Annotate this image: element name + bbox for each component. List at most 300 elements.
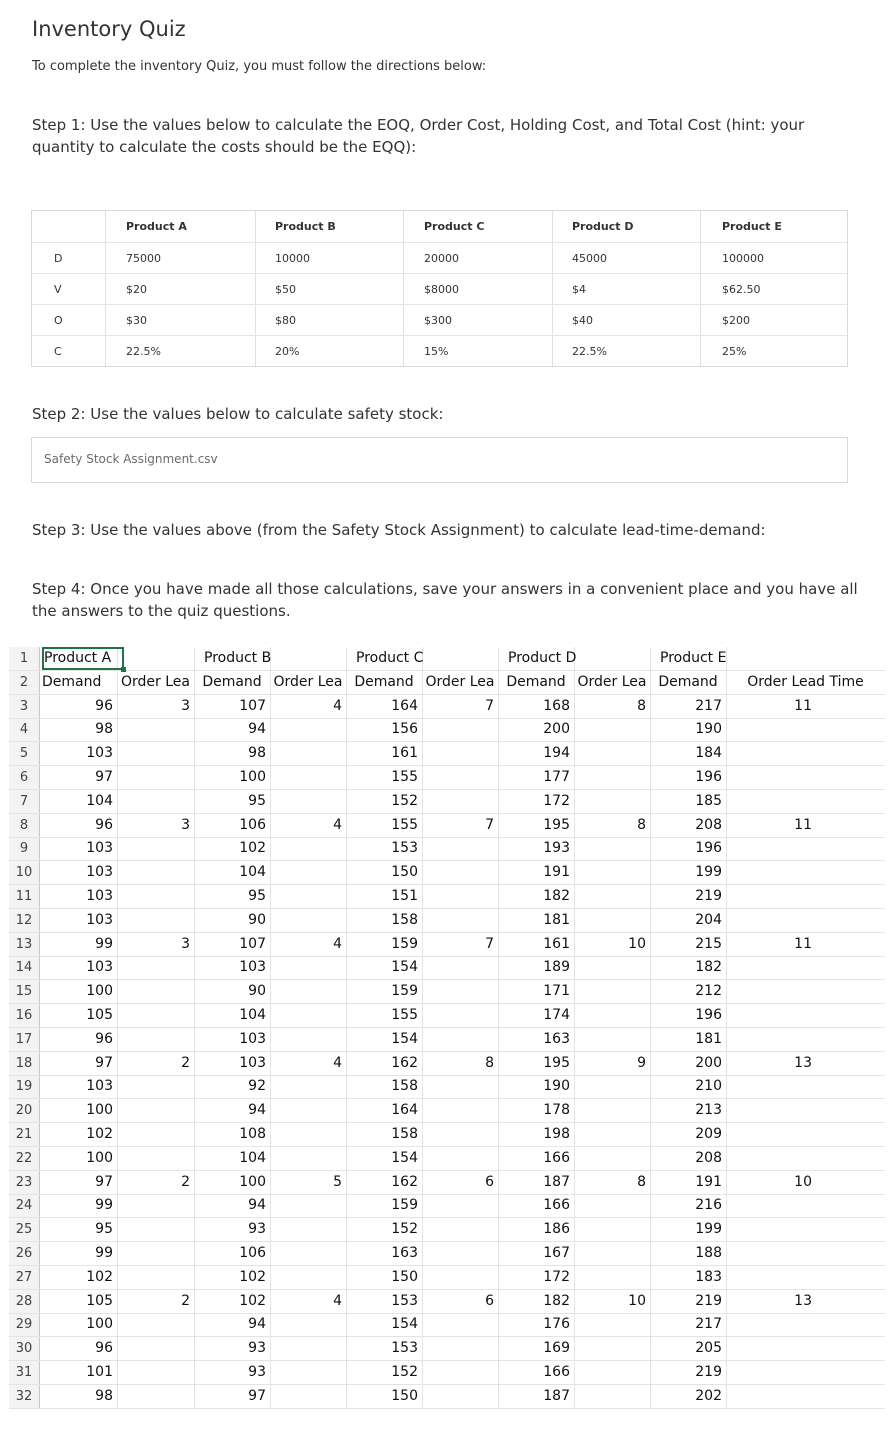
sheet-cell[interactable]: 186 <box>543 1221 570 1238</box>
sheet-cell[interactable] <box>574 742 650 765</box>
sheet-cell[interactable] <box>270 956 346 979</box>
sheet-cell[interactable]: 208 <box>695 1149 722 1166</box>
file-link[interactable]: Safety Stock Assignment.csv <box>44 452 218 466</box>
sheet-cell[interactable]: 178 <box>543 1102 570 1119</box>
sheet-cell[interactable] <box>726 1099 816 1122</box>
sheet-cell[interactable]: 167 <box>543 1245 570 1261</box>
sheet-cell[interactable]: 193 <box>543 840 570 857</box>
sheet-cell[interactable]: 13 <box>794 1054 812 1071</box>
sheet-cell[interactable]: 102 <box>86 1268 113 1285</box>
sheet-cell[interactable]: 217 <box>695 1316 722 1333</box>
sheet-cell[interactable] <box>117 790 194 813</box>
sheet-cell[interactable]: 208 <box>695 816 722 833</box>
sheet-cell[interactable] <box>726 766 816 789</box>
sheet-cell[interactable] <box>574 1266 650 1289</box>
sheet-cell[interactable] <box>574 1361 650 1384</box>
sheet-cell[interactable] <box>270 1218 346 1241</box>
sheet-cell[interactable] <box>422 1218 498 1241</box>
sheet-cell[interactable]: 181 <box>543 911 570 928</box>
sheet-cell[interactable]: 3 <box>181 697 190 714</box>
row-number[interactable]: 5 <box>19 746 29 762</box>
sheet-cell[interactable]: 183 <box>695 1268 722 1285</box>
sheet-cell[interactable]: 10 <box>628 1292 646 1309</box>
sheet-cell[interactable]: 10 <box>794 1173 812 1190</box>
sheet-cell[interactable] <box>270 742 346 765</box>
sheet-cell[interactable] <box>422 790 498 813</box>
sheet-cell[interactable]: 217 <box>695 697 722 714</box>
sheet-cell[interactable]: 161 <box>543 935 570 952</box>
sheet-cell[interactable]: 94 <box>248 1197 266 1214</box>
sheet-cell[interactable] <box>574 861 650 884</box>
sheet-header-cell[interactable]: Product B <box>204 650 272 666</box>
sheet-cell[interactable]: 5 <box>333 1173 342 1190</box>
sheet-cell[interactable]: 100 <box>86 1316 113 1333</box>
sheet-cell[interactable] <box>422 1242 498 1265</box>
sheet-cell[interactable] <box>117 1004 194 1027</box>
sheet-cell[interactable]: 182 <box>543 888 570 904</box>
sheet-cell[interactable]: 2 <box>181 1173 190 1190</box>
sheet-cell[interactable]: 8 <box>637 697 646 714</box>
sheet-cell[interactable] <box>270 861 346 884</box>
sheet-cell[interactable]: 8 <box>485 1054 494 1071</box>
sheet-cell[interactable] <box>726 1123 816 1146</box>
sheet-cell[interactable]: 101 <box>86 1364 113 1380</box>
sheet-cell[interactable] <box>726 1313 816 1336</box>
sheet-cell[interactable]: 8 <box>637 816 646 833</box>
sheet-cell[interactable] <box>270 1266 346 1289</box>
sheet-cell[interactable] <box>574 766 650 789</box>
sheet-cell[interactable] <box>270 1028 346 1051</box>
sheet-cell[interactable]: 102 <box>239 1268 266 1285</box>
sheet-cell[interactable] <box>726 1218 816 1241</box>
sheet-cell[interactable] <box>574 718 650 741</box>
sheet-cell[interactable]: 150 <box>391 1387 418 1404</box>
sheet-header-cell[interactable]: Demand <box>354 673 414 690</box>
sheet-cell[interactable] <box>422 956 498 979</box>
sheet-cell[interactable]: 100 <box>86 983 113 1000</box>
sheet-cell[interactable] <box>726 885 816 908</box>
sheet-header-cell[interactable] <box>734 647 885 670</box>
sheet-cell[interactable] <box>422 1028 498 1051</box>
sheet-cell[interactable] <box>574 1028 650 1051</box>
sheet-cell[interactable]: 202 <box>695 1387 722 1404</box>
row-number[interactable]: 9 <box>19 841 29 857</box>
sheet-cell[interactable]: 181 <box>695 1030 722 1047</box>
sheet-cell[interactable]: 174 <box>543 1007 570 1023</box>
sheet-cell[interactable]: 11 <box>794 697 812 714</box>
sheet-cell[interactable] <box>726 1242 816 1265</box>
sheet-cell[interactable]: 210 <box>695 1078 722 1095</box>
sheet-cell[interactable]: 212 <box>695 983 722 1000</box>
sheet-cell[interactable]: 219 <box>695 1292 722 1309</box>
sheet-cell[interactable]: 9 <box>637 1054 646 1071</box>
sheet-cell[interactable]: 103 <box>86 840 113 857</box>
sheet-cell[interactable]: 153 <box>391 1292 418 1309</box>
sheet-cell[interactable]: 13 <box>794 1292 812 1309</box>
row-number[interactable]: 32 <box>15 1388 33 1404</box>
sheet-cell[interactable]: 182 <box>543 1292 570 1309</box>
sheet-cell[interactable] <box>574 1218 650 1241</box>
sheet-cell[interactable]: 103 <box>239 959 266 976</box>
sheet-cell[interactable] <box>117 861 194 884</box>
sheet-cell[interactable]: 152 <box>391 792 418 809</box>
sheet-cell[interactable] <box>117 1028 194 1051</box>
sheet-cell[interactable]: 104 <box>239 1007 266 1023</box>
sheet-cell[interactable] <box>726 742 816 765</box>
sheet-cell[interactable]: 96 <box>95 816 113 833</box>
sheet-cell[interactable]: 151 <box>391 888 418 904</box>
sheet-cell[interactable]: 4 <box>333 816 342 833</box>
sheet-cell[interactable]: 107 <box>239 935 266 952</box>
sheet-cell[interactable]: 98 <box>248 745 266 762</box>
sheet-cell[interactable] <box>117 1385 194 1408</box>
sheet-cell[interactable] <box>117 742 194 765</box>
sheet-cell[interactable]: 7 <box>485 697 494 714</box>
sheet-header-cell[interactable]: Product C <box>356 650 424 666</box>
sheet-cell[interactable]: 155 <box>391 769 418 785</box>
sheet-cell[interactable]: 200 <box>543 721 570 738</box>
sheet-cell[interactable] <box>270 718 346 741</box>
row-number[interactable]: 18 <box>15 1055 33 1071</box>
sheet-cell[interactable]: 182 <box>695 959 722 976</box>
sheet-cell[interactable]: 196 <box>695 1007 722 1023</box>
sheet-cell[interactable]: 154 <box>391 1316 418 1333</box>
row-number[interactable]: 15 <box>15 984 33 1000</box>
sheet-cell[interactable]: 102 <box>239 840 266 857</box>
sheet-cell[interactable] <box>574 885 650 908</box>
sheet-cell[interactable]: 103 <box>86 1078 113 1095</box>
sheet-cell[interactable]: 98 <box>95 1387 113 1404</box>
sheet-cell[interactable]: 4 <box>333 697 342 714</box>
sheet-cell[interactable]: 96 <box>95 1340 113 1357</box>
sheet-cell[interactable] <box>117 1075 194 1098</box>
row-number[interactable]: 16 <box>15 1008 33 1023</box>
sheet-cell[interactable]: 185 <box>695 792 722 809</box>
sheet-cell[interactable]: 97 <box>95 1173 113 1190</box>
sheet-cell[interactable]: 104 <box>239 1149 266 1166</box>
row-number[interactable]: 21 <box>15 1127 33 1142</box>
sheet-cell[interactable]: 188 <box>695 1245 722 1261</box>
sheet-cell[interactable]: 100 <box>239 1173 266 1190</box>
sheet-cell[interactable]: 159 <box>391 1197 418 1214</box>
sheet-cell[interactable]: 166 <box>543 1364 570 1380</box>
sheet-cell[interactable]: 168 <box>543 697 570 714</box>
sheet-cell[interactable] <box>422 1075 498 1098</box>
sheet-cell[interactable] <box>574 956 650 979</box>
sheet-cell[interactable]: 215 <box>695 935 722 952</box>
sheet-cell[interactable]: 4 <box>333 1292 342 1309</box>
sheet-cell[interactable] <box>270 1194 346 1217</box>
sheet-cell[interactable]: 2 <box>181 1054 190 1071</box>
sheet-cell[interactable] <box>422 885 498 908</box>
sheet-cell[interactable]: 152 <box>391 1221 418 1238</box>
sheet-cell[interactable] <box>422 1099 498 1122</box>
sheet-cell[interactable]: 205 <box>695 1340 722 1357</box>
sheet-cell[interactable]: 99 <box>95 1245 113 1261</box>
sheet-cell[interactable] <box>726 861 816 884</box>
sheet-cell[interactable] <box>574 837 650 860</box>
sheet-header-cell[interactable]: Order Lea <box>577 673 647 690</box>
sheet-cell[interactable]: 95 <box>248 792 266 809</box>
sheet-cell[interactable] <box>117 909 194 932</box>
sheet-cell[interactable]: 103 <box>86 911 113 928</box>
sheet-cell[interactable]: 176 <box>543 1316 570 1333</box>
sheet-cell[interactable]: 108 <box>239 1126 266 1142</box>
sheet-cell[interactable]: 2 <box>181 1292 190 1309</box>
sheet-cell[interactable] <box>270 1242 346 1265</box>
sheet-cell[interactable]: 159 <box>391 983 418 1000</box>
sheet-cell[interactable]: 196 <box>695 769 722 785</box>
sheet-cell[interactable]: 187 <box>543 1173 570 1190</box>
sheet-cell[interactable] <box>422 1194 498 1217</box>
row-number[interactable]: 2 <box>19 674 29 690</box>
sheet-cell[interactable]: 166 <box>543 1197 570 1214</box>
sheet-cell[interactable] <box>726 1266 816 1289</box>
sheet-cell[interactable] <box>574 1075 650 1098</box>
sheet-cell[interactable] <box>574 1099 650 1122</box>
sheet-cell[interactable] <box>270 766 346 789</box>
sheet-header-cell[interactable]: Product E <box>660 650 727 666</box>
sheet-header-cell[interactable]: Demand <box>202 673 262 690</box>
sheet-cell[interactable] <box>422 980 498 1003</box>
sheet-cell[interactable]: 164 <box>391 697 418 714</box>
sheet-cell[interactable] <box>422 1313 498 1336</box>
sheet-cell[interactable]: 172 <box>543 792 570 809</box>
sheet-cell[interactable] <box>270 885 346 908</box>
sheet-cell[interactable]: 97 <box>95 769 113 785</box>
sheet-cell[interactable] <box>726 790 816 813</box>
row-number[interactable]: 27 <box>15 1269 33 1285</box>
sheet-cell[interactable]: 106 <box>239 816 266 833</box>
sheet-cell[interactable]: 150 <box>391 1268 418 1285</box>
sheet-cell[interactable]: 163 <box>391 1245 418 1261</box>
sheet-cell[interactable]: 172 <box>543 1268 570 1285</box>
sheet-cell[interactable]: 102 <box>239 1292 266 1309</box>
row-number[interactable]: 29 <box>15 1317 33 1333</box>
sheet-header-cell[interactable]: Order Lead Time <box>747 673 864 690</box>
sheet-cell[interactable]: 106 <box>239 1245 266 1261</box>
sheet-cell[interactable]: 94 <box>248 1102 266 1119</box>
sheet-cell[interactable]: 100 <box>239 769 266 785</box>
sheet-cell[interactable]: 196 <box>695 840 722 857</box>
sheet-cell[interactable]: 100 <box>86 1149 113 1166</box>
sheet-cell[interactable]: 204 <box>695 911 722 928</box>
row-number[interactable]: 19 <box>15 1079 33 1095</box>
row-number[interactable]: 28 <box>15 1293 33 1309</box>
row-number[interactable]: 3 <box>19 698 29 714</box>
sheet-cell[interactable] <box>574 1147 650 1170</box>
row-number[interactable]: 11 <box>15 889 33 904</box>
sheet-cell[interactable]: 103 <box>239 1054 266 1071</box>
sheet-cell[interactable] <box>574 1194 650 1217</box>
sheet-cell[interactable]: 194 <box>543 745 570 762</box>
sheet-cell[interactable]: 189 <box>543 959 570 976</box>
sheet-cell[interactable] <box>422 766 498 789</box>
sheet-cell[interactable]: 7 <box>485 935 494 952</box>
sheet-cell[interactable]: 154 <box>391 1030 418 1047</box>
sheet-cell[interactable] <box>422 742 498 765</box>
sheet-cell[interactable]: 200 <box>695 1054 722 1071</box>
sheet-cell[interactable] <box>117 1242 194 1265</box>
sheet-cell[interactable] <box>117 956 194 979</box>
sheet-cell[interactable] <box>117 1099 194 1122</box>
sheet-cell[interactable] <box>270 1123 346 1146</box>
sheet-cell[interactable]: 96 <box>95 697 113 714</box>
sheet-cell[interactable]: 199 <box>695 864 722 881</box>
sheet-cell[interactable]: 94 <box>248 1316 266 1333</box>
sheet-cell[interactable] <box>574 909 650 932</box>
sheet-header-cell[interactable]: Product A <box>42 647 124 670</box>
sheet-cell[interactable] <box>117 1218 194 1241</box>
sheet-cell[interactable]: 99 <box>95 935 113 952</box>
sheet-cell[interactable]: 6 <box>485 1173 494 1190</box>
sheet-cell[interactable]: 93 <box>248 1340 266 1357</box>
sheet-header-cell[interactable] <box>278 647 354 670</box>
sheet-cell[interactable] <box>574 790 650 813</box>
sheet-cell[interactable] <box>422 861 498 884</box>
row-number[interactable]: 30 <box>15 1341 33 1357</box>
sheet-header-cell[interactable] <box>582 647 658 670</box>
sheet-cell[interactable]: 104 <box>86 792 113 809</box>
sheet-cell[interactable]: 152 <box>391 1364 418 1380</box>
sheet-cell[interactable] <box>270 909 346 932</box>
sheet-cell[interactable] <box>117 1313 194 1336</box>
sheet-cell[interactable] <box>117 837 194 860</box>
sheet-cell[interactable]: 219 <box>695 888 722 904</box>
sheet-cell[interactable] <box>270 1385 346 1408</box>
sheet-cell[interactable] <box>422 1337 498 1360</box>
sheet-cell[interactable] <box>422 837 498 860</box>
row-number[interactable]: 24 <box>15 1198 33 1214</box>
sheet-header-cell[interactable]: Demand <box>42 673 102 690</box>
sheet-cell[interactable]: 102 <box>86 1126 113 1142</box>
sheet-cell[interactable] <box>270 837 346 860</box>
sheet-cell[interactable]: 150 <box>391 864 418 881</box>
sheet-cell[interactable] <box>422 1123 498 1146</box>
row-number[interactable]: 26 <box>15 1246 33 1261</box>
sheet-cell[interactable]: 153 <box>391 840 418 857</box>
sheet-cell[interactable]: 10 <box>628 935 646 952</box>
sheet-cell[interactable] <box>270 1147 346 1170</box>
sheet-header-cell[interactable]: Product D <box>508 650 577 666</box>
sheet-header-cell[interactable]: Demand <box>658 673 718 690</box>
sheet-cell[interactable]: 90 <box>248 911 266 928</box>
sheet-cell[interactable] <box>726 1194 816 1217</box>
sheet-header-cell[interactable]: Order Lea <box>425 673 495 690</box>
sheet-cell[interactable]: 216 <box>695 1197 722 1214</box>
row-number[interactable]: 4 <box>19 722 29 738</box>
sheet-cell[interactable]: 191 <box>543 864 570 881</box>
sheet-cell[interactable]: 158 <box>391 1078 418 1095</box>
sheet-cell[interactable]: 4 <box>333 935 342 952</box>
sheet-cell[interactable]: 190 <box>695 721 722 738</box>
sheet-cell[interactable] <box>574 1123 650 1146</box>
sheet-header-cell[interactable]: Order Lea <box>121 673 190 690</box>
sheet-cell[interactable]: 156 <box>391 721 418 738</box>
sheet-cell[interactable] <box>117 766 194 789</box>
sheet-cell[interactable] <box>726 1337 816 1360</box>
row-number[interactable]: 20 <box>15 1103 33 1119</box>
sheet-cell[interactable]: 97 <box>248 1387 266 1404</box>
row-number[interactable]: 31 <box>15 1365 33 1380</box>
sheet-cell[interactable]: 97 <box>95 1054 113 1071</box>
sheet-cell[interactable]: 4 <box>333 1054 342 1071</box>
sheet-cell[interactable] <box>270 1337 346 1360</box>
sheet-cell[interactable] <box>422 1147 498 1170</box>
sheet-cell[interactable]: 103 <box>239 1030 266 1047</box>
sheet-cell[interactable]: 154 <box>391 959 418 976</box>
row-number[interactable]: 22 <box>15 1150 33 1166</box>
sheet-cell[interactable] <box>270 1004 346 1027</box>
sheet-cell[interactable]: 93 <box>248 1221 266 1238</box>
sheet-cell[interactable] <box>270 1099 346 1122</box>
row-number[interactable]: 13 <box>15 936 33 952</box>
sheet-cell[interactable] <box>117 1266 194 1289</box>
sheet-cell[interactable]: 159 <box>391 935 418 952</box>
sheet-cell[interactable]: 95 <box>248 888 266 904</box>
sheet-cell[interactable] <box>117 1361 194 1384</box>
sheet-cell[interactable] <box>422 1266 498 1289</box>
row-number[interactable]: 10 <box>15 865 33 881</box>
sheet-cell[interactable]: 195 <box>543 1054 570 1071</box>
row-number[interactable]: 8 <box>19 817 29 833</box>
sheet-cell[interactable] <box>117 1194 194 1217</box>
sheet-cell[interactable] <box>117 885 194 908</box>
sheet-cell[interactable] <box>726 1147 816 1170</box>
sheet-cell[interactable]: 158 <box>391 1126 418 1142</box>
sheet-cell[interactable] <box>726 1004 816 1027</box>
sheet-cell[interactable]: 219 <box>695 1364 722 1380</box>
sheet-cell[interactable]: 94 <box>248 721 266 738</box>
sheet-header-cell[interactable]: Order Lea <box>273 673 343 690</box>
sheet-cell[interactable]: 92 <box>248 1078 266 1095</box>
row-number[interactable]: 14 <box>15 960 33 976</box>
sheet-cell[interactable]: 162 <box>391 1173 418 1190</box>
sheet-cell[interactable]: 213 <box>695 1102 722 1119</box>
sheet-cell[interactable]: 171 <box>543 983 570 1000</box>
sheet-cell[interactable]: 100 <box>86 1102 113 1119</box>
sheet-cell[interactable] <box>270 790 346 813</box>
sheet-cell[interactable] <box>574 1313 650 1336</box>
sheet-cell[interactable]: 105 <box>86 1007 113 1023</box>
row-number[interactable]: 25 <box>15 1222 33 1238</box>
sheet-cell[interactable] <box>726 980 816 1003</box>
sheet-cell[interactable] <box>574 1242 650 1265</box>
sheet-cell[interactable]: 3 <box>181 816 190 833</box>
sheet-cell[interactable] <box>117 1147 194 1170</box>
sheet-cell[interactable]: 6 <box>485 1292 494 1309</box>
sheet-cell[interactable]: 169 <box>543 1340 570 1357</box>
sheet-cell[interactable]: 177 <box>543 769 570 785</box>
sheet-cell[interactable]: 96 <box>95 1030 113 1047</box>
sheet-cell[interactable]: 98 <box>95 721 113 738</box>
row-number[interactable]: 6 <box>19 770 29 785</box>
sheet-cell[interactable]: 11 <box>794 935 812 952</box>
sheet-cell[interactable]: 103 <box>86 959 113 976</box>
sheet-cell[interactable] <box>422 909 498 932</box>
sheet-cell[interactable] <box>270 980 346 1003</box>
sheet-cell[interactable] <box>574 980 650 1003</box>
sheet-cell[interactable] <box>117 1337 194 1360</box>
sheet-cell[interactable]: 155 <box>391 816 418 833</box>
sheet-cell[interactable] <box>422 1004 498 1027</box>
sheet-cell[interactable] <box>726 909 816 932</box>
sheet-cell[interactable]: 191 <box>695 1173 722 1190</box>
sheet-cell[interactable] <box>726 837 816 860</box>
sheet-cell[interactable]: 184 <box>695 745 722 762</box>
sheet-cell[interactable]: 164 <box>391 1102 418 1119</box>
sheet-cell[interactable]: 199 <box>695 1221 722 1238</box>
